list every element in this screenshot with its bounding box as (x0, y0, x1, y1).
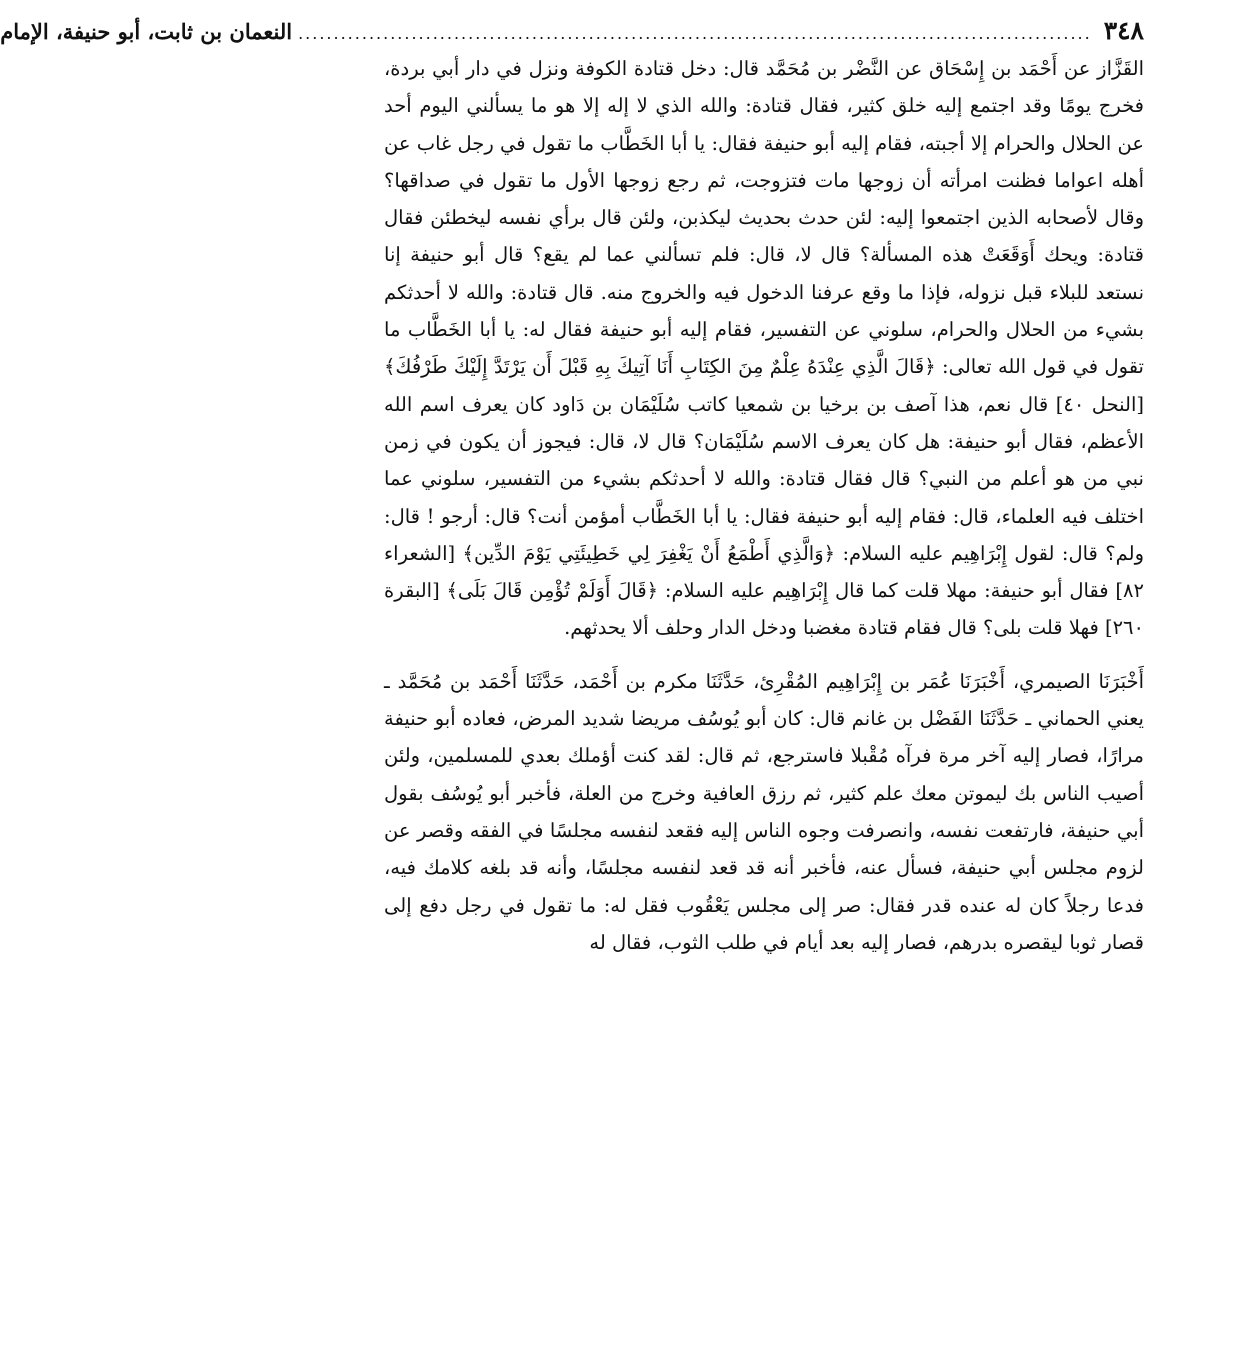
paragraph-qatada-abu-hanifa: القَزَّاز عن أَحْمَد بن إِسْحَاق عن النَّضْر بن مُحَمَّد قال: دخل قتادة الكوفة ونزل في دار أبي بردة، فخرج يومًا وقد اجتمع إليه خلق كثير، فقال قتادة: والله الذي لا إله إلا هو ما يسألني اليوم أحد عن الحلال والحرام إلا أجبته، فقام إليه أبو حنيفة فقال: يا أبا الخَطَّاب ما تقول في رجل غاب عن أهله اعواما فظنت امرأته أن زوجها مات فتزوجت، ثم رجع زوجها الأول ما تقول في صداقها؟ وقال لأصحابه الذين اجتمعوا إليه: لئن حدث بحديث ليكذبن، ولئن قال برأي نفسه ليخطئن فقال قتادة: ويحك أَوَقَعَتْ هذه المسألة؟ قال لا، قال: فلم تسألني عما لم يقع؟ قال أبو حنيفة إنا نستعد للبلاء قبل نزوله، فإذا ما وقع عرفنا الدخول فيه والخروج منه. قال قتادة: والله لا أحدثكم بشيء من الحلال والحرام، سلوني عن التفسير، فقام إليه أبو حنيفة فقال له: يا أبا الخَطَّاب ما تقول في قول الله تعالى: ﴿قَالَ الَّذِي عِنْدَهُ عِلْمٌ مِنَ الكِتَابِ أَنَا آتِيكَ بِهِ قَبْلَ أَن يَرْتَدَّ إِلَيْكَ طَرْفُكَ﴾ [النحل ٤٠] قال نعم، هذا آصف بن برخيا بن شمعيا كاتب سُلَيْمَان بن دَاود كان يعرف اسم الله الأعظم، فقال أبو حنيفة: هل كان يعرف الاسم سُلَيْمَان؟ قال لا، قال: فيجوز أن يكون في زمن نبي من هو أعلم من النبي؟ قال فقال قتادة: والله لا أحدثكم بشيء من التفسير، سلوني عما اختلف فيه العلماء، قال: فقام إليه أبو حنيفة فقال: يا أبا الخَطَّاب أمؤمن أنت؟ قال: أرجو ! قال: ولم؟ قال: لقول إِبْرَاهِيم عليه السلام: ﴿وَالَّذِي أَطْمَعُ أَنْ يَغْفِرَ لِي خَطِيئَتِي يَوْمَ الدِّين﴾ [الشعراء ٨٢] فقال أبو حنيفة: مهلا قلت كما قال إِبْرَاهِيم عليه السلام: ﴿قَالَ أَوَلَمْ تُؤْمِن قَالَ بَلَى﴾ [البقرة ٢٦٠] فهلا قلت بلى؟ قال فقام قتادة مغضبا ودخل الدار وحلف ألا يحدثهم. (384, 57, 1145, 640)
running-header (0, 14, 1144, 48)
book-page (0, 14, 1145, 961)
page-number: ٣٤٨ (1103, 16, 1144, 45)
header-leader-dots: ................................................................................................................ (298, 24, 1092, 43)
running-header-title: النعمان بن ثابت، أبو حنيفة، الإمام (0, 19, 293, 44)
paragraph-abu-yusuf: أَخْبَرَنَا الصيمري، أَخْبَرَنَا عُمَر بن إِبْرَاهِيم المُقْرِئ، حَدَّثَنَا مكرم بن أَحْمَد، حَدَّثَنَا أَحْمَد بن مُحَمَّد ـ يعني الحماني ـ حَدَّثَنَا الفَضْل بن غانم قال: كان أبو يُوسُف مريضا شديد المرض، فعاده أبو حنيفة مرارًا، فصار إليه آخر مرة فرآه مُقْبلا فاسترجع، ثم قال: لقد كنت أؤملك بعدي للمسلمين، ولئن أصيب الناس بك ليموتن معك علم كثير، ثم رزق العافية وخرج من العلة، فأخبر أبو يُوسُف بقول أبي حنيفة، فارتفعت نفسه، وانصرفت وجوه الناس إليه فقعد لنفسه مجلسًا في الفقه وقصر عن لزوم مجلس أبي حنيفة، فسأل عنه، فأخبر أنه قد قعد لنفسه مجلسًا، وأنه قد بلغه كلامك فيه، فدعا رجلاً كان له عنده قدر فقال: صر إلى مجلس يَعْقُوب فقل له: ما تقول في رجل دفع إلى قصار ثوبا ليقصره بدرهم، فصار إليه بعد أيام في طلب الثوب، فقال له (384, 669, 1144, 954)
